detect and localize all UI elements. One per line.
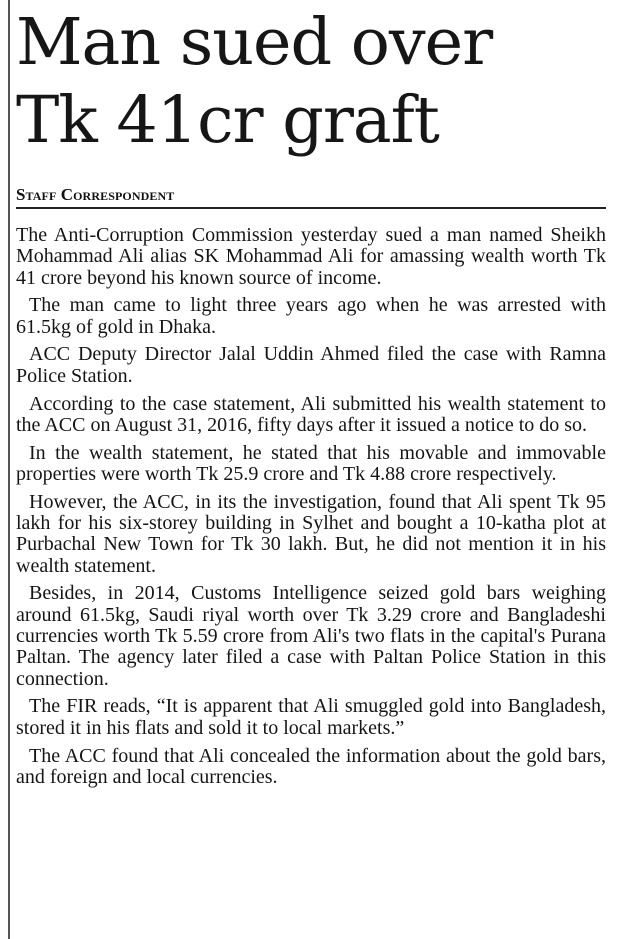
headline-line-1: Man sued over xyxy=(16,5,493,80)
article-body xyxy=(16,225,606,788)
article-paragraph-6: However, the ACC, in its the investigation, found that Ali spent Tk 95 lakh for his six-storey building in Sylhet and bought a 10-katha plot at Purbachal New Town for Tk 30 lakh. But, he did not mention it in his wealth statement. xyxy=(16,490,606,577)
article-paragraph-5: In the wealth statement, he stated that his movable and immovable properties were worth Tk 25.9 crore and Tk 4.88 crore respectively. xyxy=(16,441,606,485)
column-rule xyxy=(8,0,10,939)
headline-line-2: Tk 41cr graft xyxy=(16,83,439,158)
article-paragraph-9: The ACC found that Ali concealed the information about the gold bars, and foreign and local currencies. xyxy=(16,744,606,788)
article-paragraph-3: ACC Deputy Director Jalal Uddin Ahmed filed the case with Ramna Police Station. xyxy=(16,343,606,387)
byline: Staff Correspondent xyxy=(16,183,606,209)
article-paragraph-1: The Anti-Corruption Commission yesterday sued a man named Sheikh Mohammad Ali alias SK Mohammad Ali for amassing wealth worth Tk 41 crore beyond his known source of income. xyxy=(16,224,606,289)
article-paragraph-4: According to the case statement, Ali submitted his wealth statement to the ACC on August 31, 2016, fifty days after it issued a notice to do so. xyxy=(16,392,606,436)
article-paragraph-7: Besides, in 2014, Customs Intelligence seized gold bars weighing around 61.5kg, Saudi riyal worth over Tk 3.29 crore and Bangladeshi currencies worth Tk 5.59 crore from Ali's two flats in the capital's Purana Paltan. The agency later filed a case with Paltan Police Station in this connection. xyxy=(16,582,606,690)
article-paragraph-8: The FIR reads, “It is apparent that Ali smuggled gold into Bangladesh, stored it in his flats and sold it to local markets.” xyxy=(16,695,606,739)
article-paragraph-2: The man came to light three years ago when he was arrested with 61.5kg of gold in Dhaka. xyxy=(16,294,606,338)
headline xyxy=(16,4,606,160)
